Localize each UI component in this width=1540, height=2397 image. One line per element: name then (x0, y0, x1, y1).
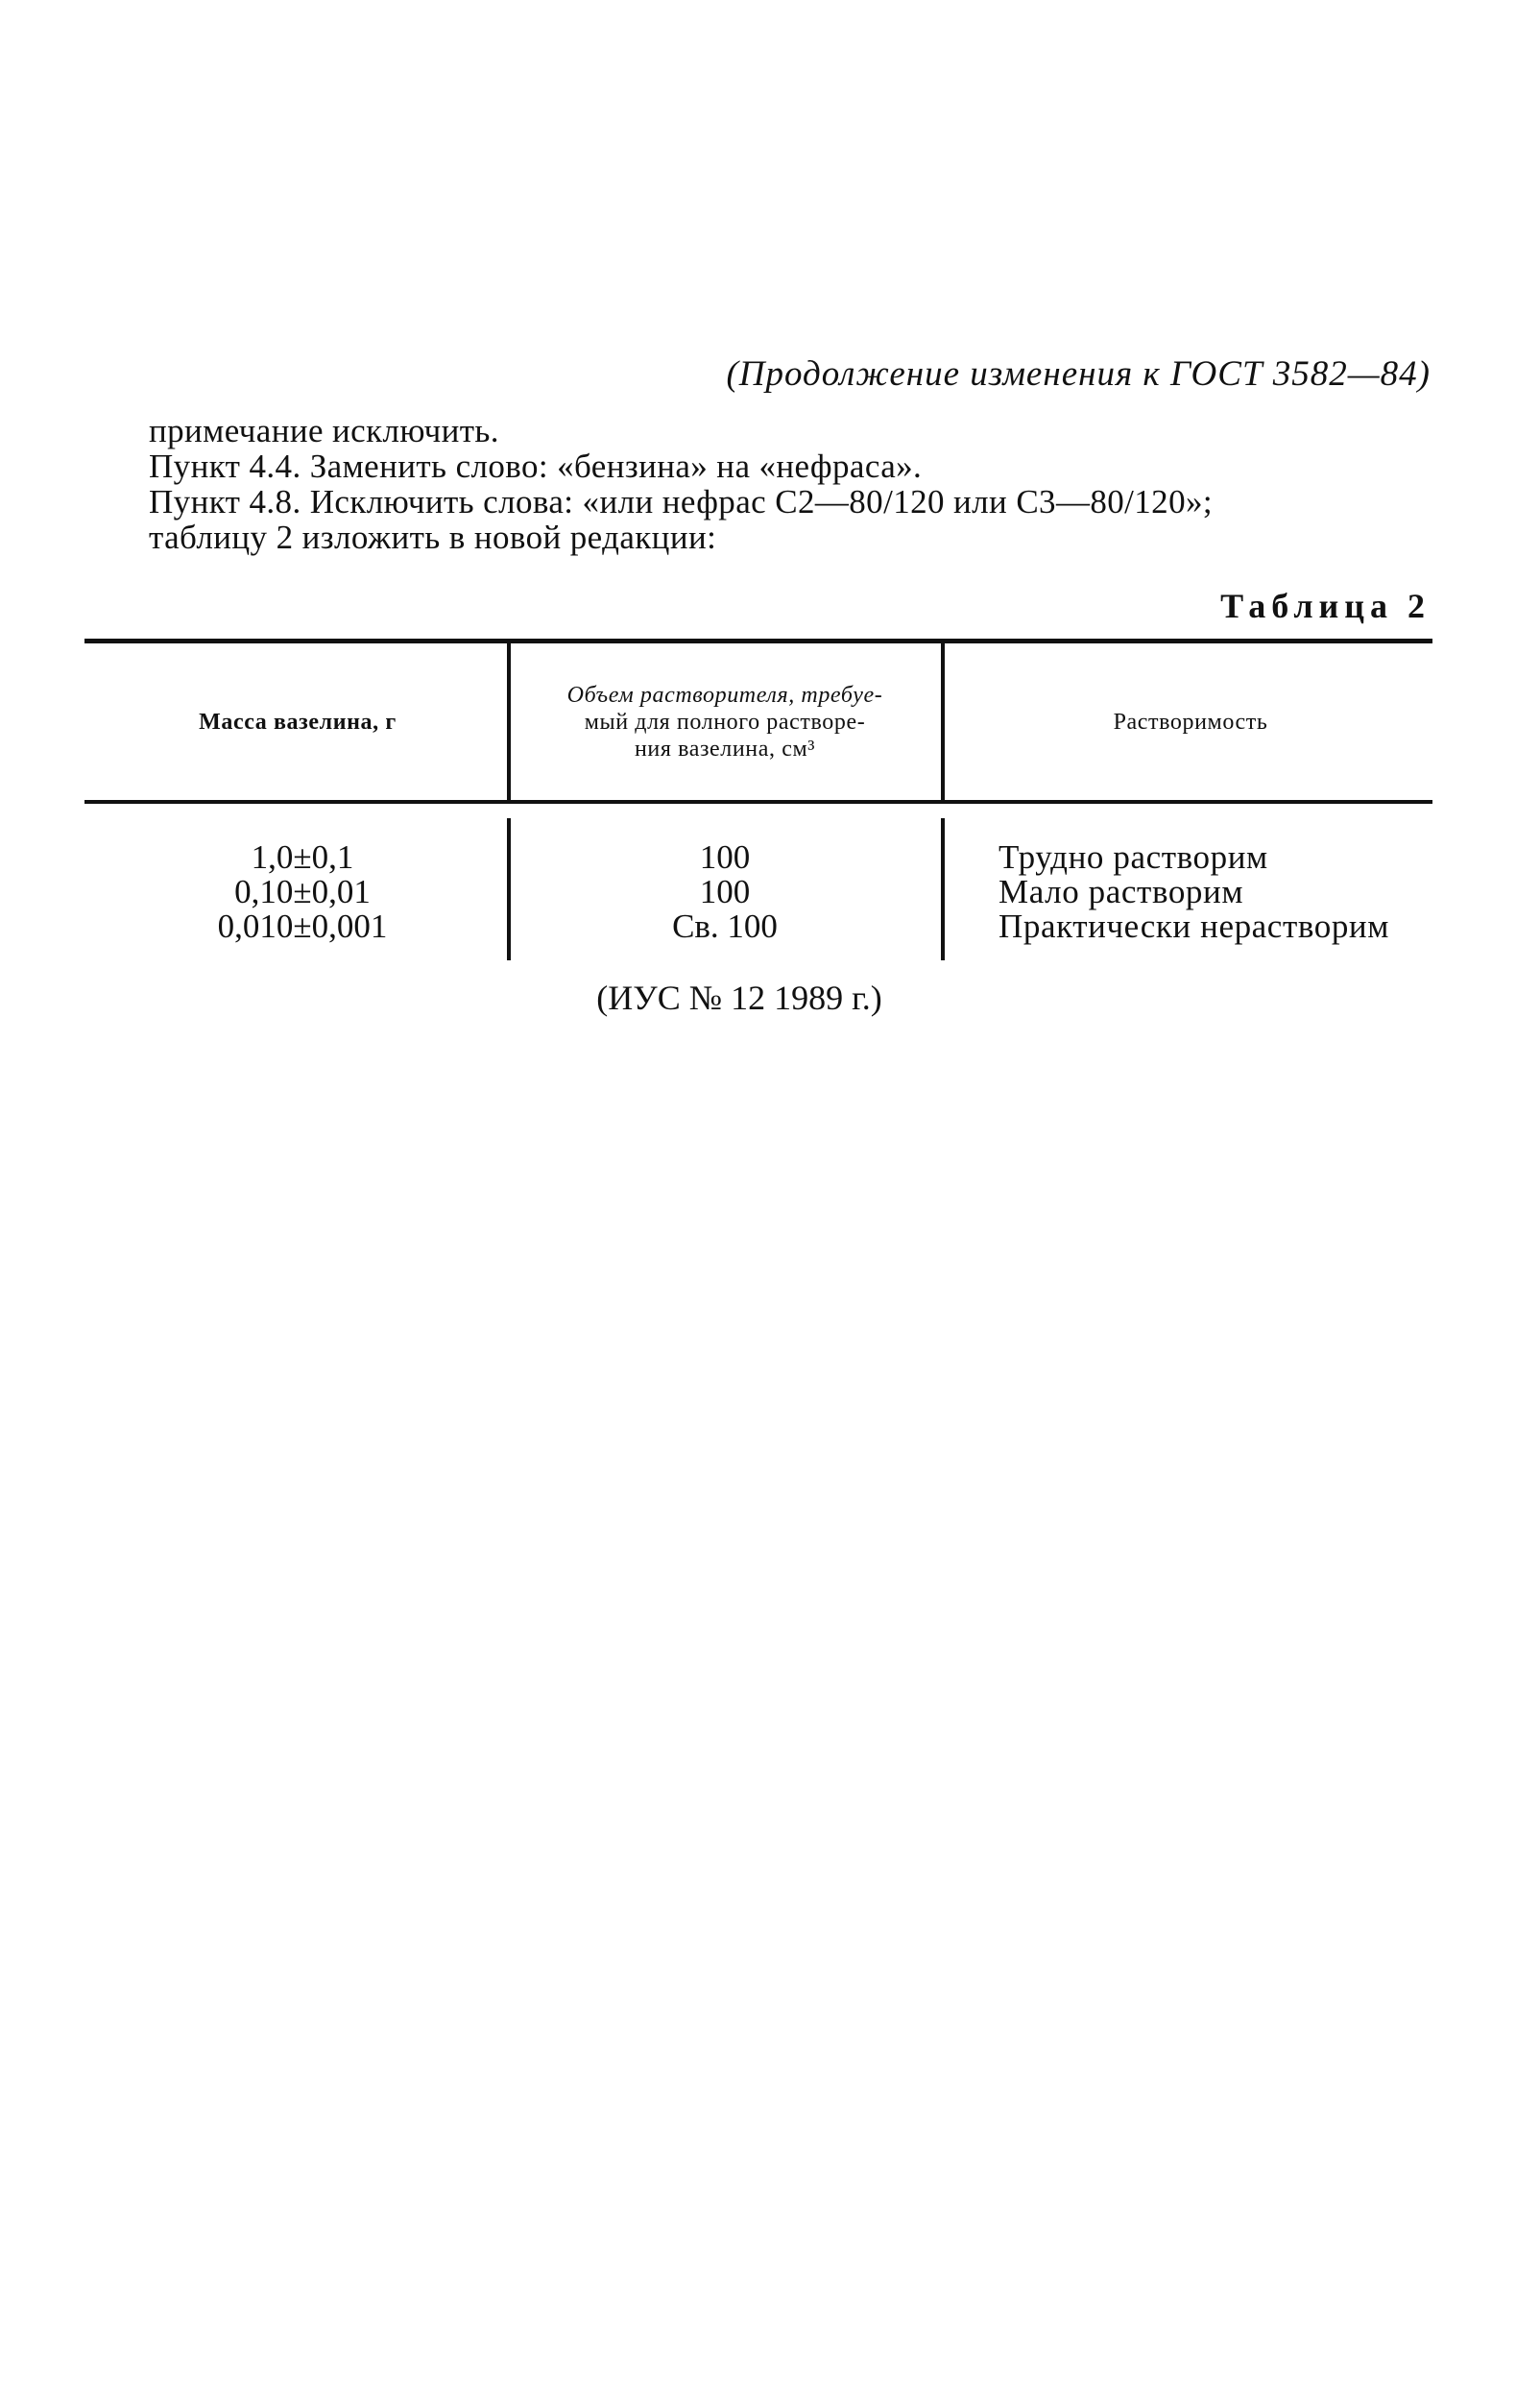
header-volume-line-3: ния вазелина, см³ (634, 737, 816, 762)
header-volume-line-2: мый для полного растворе- (584, 710, 866, 735)
table-cell-mass: 0,010±0,001 (217, 908, 388, 945)
header-volume (513, 682, 937, 763)
table-cell-solubility: Мало растворим (999, 873, 1244, 910)
text-line: таблицу 2 изложить в новой редакции: (149, 519, 717, 556)
text-line: примечание исключить. (149, 412, 499, 449)
column-mass (106, 840, 499, 944)
table-cell-mass: 0,10±0,01 (234, 873, 371, 910)
table-cell-volume: 100 (699, 838, 751, 876)
continuation-header: (Продолжение изменения к ГОСТ 3582—84) (726, 354, 1431, 394)
header-mass: Масса вазелина, г (199, 710, 397, 735)
table-cell-mass: 1,0±0,1 (251, 838, 354, 876)
column-divider (941, 818, 945, 960)
table-caption: Таблица 2 (1220, 587, 1431, 625)
table-cell-solubility: Трудно растворим (999, 838, 1268, 876)
column-solubility (999, 840, 1435, 944)
table-cell-solubility: Практически нерастворим (999, 908, 1390, 945)
table-cell-volume: Св. 100 (672, 908, 778, 945)
source-reference: (ИУС № 12 1989 г.) (596, 979, 882, 1017)
table-top-rule (84, 639, 1432, 643)
table-header-rule (84, 800, 1432, 804)
table-cell-volume: 100 (699, 873, 751, 910)
text-line: Пункт 4.8. Исключить слова: «или нефрас С2—80/120 или С3—80/120»; (149, 483, 1214, 521)
column-divider (507, 818, 511, 960)
column-volume (513, 840, 937, 944)
column-divider (941, 642, 945, 803)
column-divider (507, 642, 511, 803)
text-line: Пункт 4.4. Заменить слово: «бензина» на «нефраса». (149, 448, 923, 485)
amendment-text (149, 413, 1435, 555)
header-volume-line-1: Объем растворителя, требуе- (566, 683, 883, 708)
header-solubility: Растворимость (1113, 710, 1268, 735)
